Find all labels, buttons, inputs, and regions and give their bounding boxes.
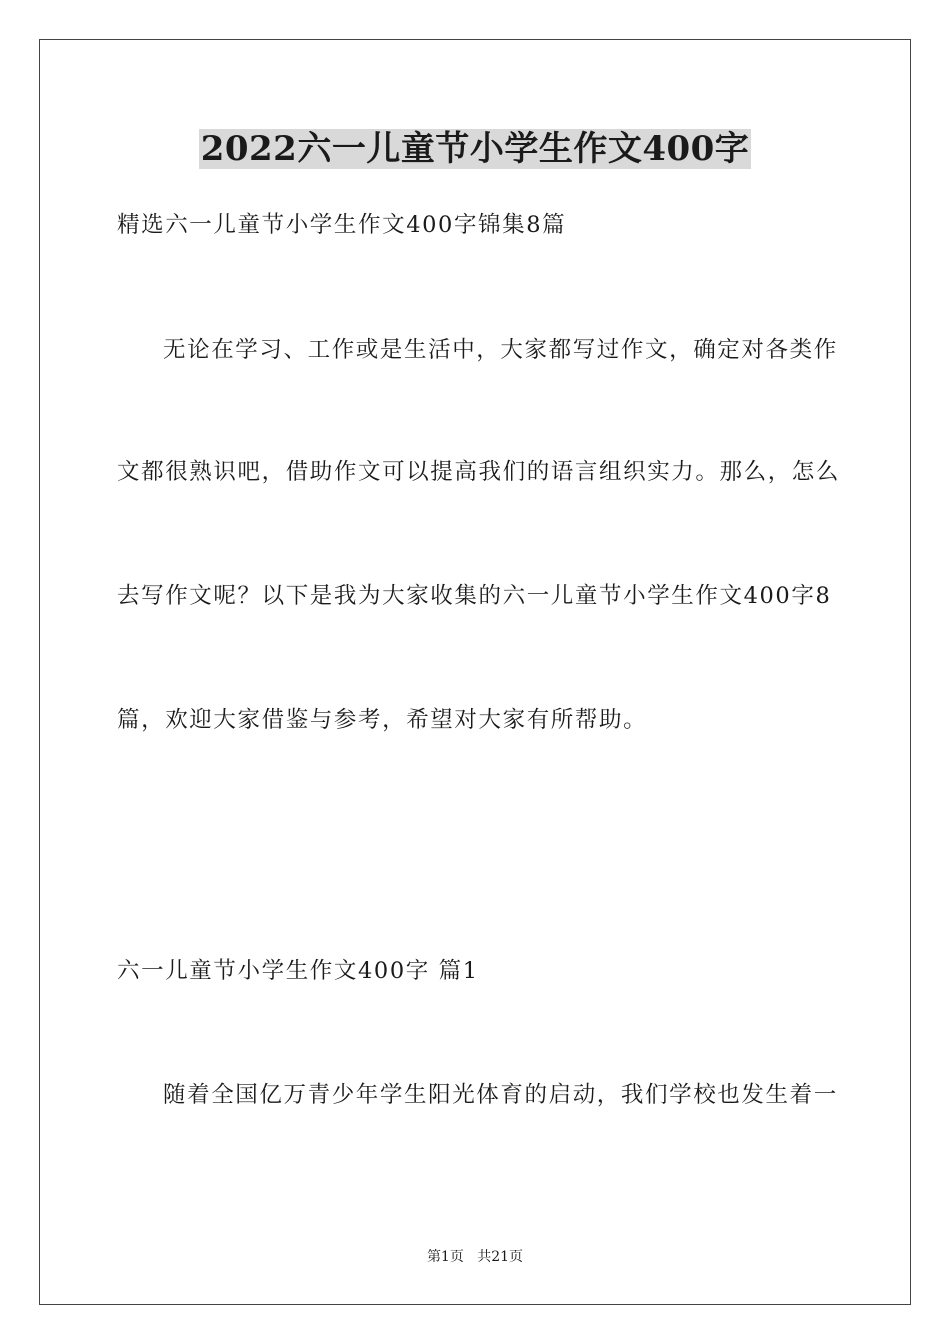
page-footer [0,1247,950,1267]
document-title-text: 2022六一儿童节小学生作文400字 [200,129,750,169]
paragraph-line: 去写作文呢？以下是我为大家收集的六一儿童节小学生作文400字8 [117,583,832,609]
page-total: 共21页 [477,1249,524,1265]
paragraph-line: 无论在学习、工作或是生活中，大家都写过作文，确定对各类作 [163,337,838,363]
document-title [0,126,950,172]
paragraph-line: 随着全国亿万青少年学生阳光体育的启动，我们学校也发生着一 [163,1082,838,1108]
paragraph-line: 篇，欢迎大家借鉴与参考，希望对大家有所帮助。 [117,707,648,733]
page-number: 第1页 [426,1249,464,1265]
document-subtitle: 精选六一儿童节小学生作文400字锦集8篇 [117,212,567,238]
paragraph-line: 文都很熟识吧，借助作文可以提高我们的语言组织实力。那么，怎么 [117,459,841,485]
section-heading: 六一儿童节小学生作文400字 篇1 [117,958,479,984]
